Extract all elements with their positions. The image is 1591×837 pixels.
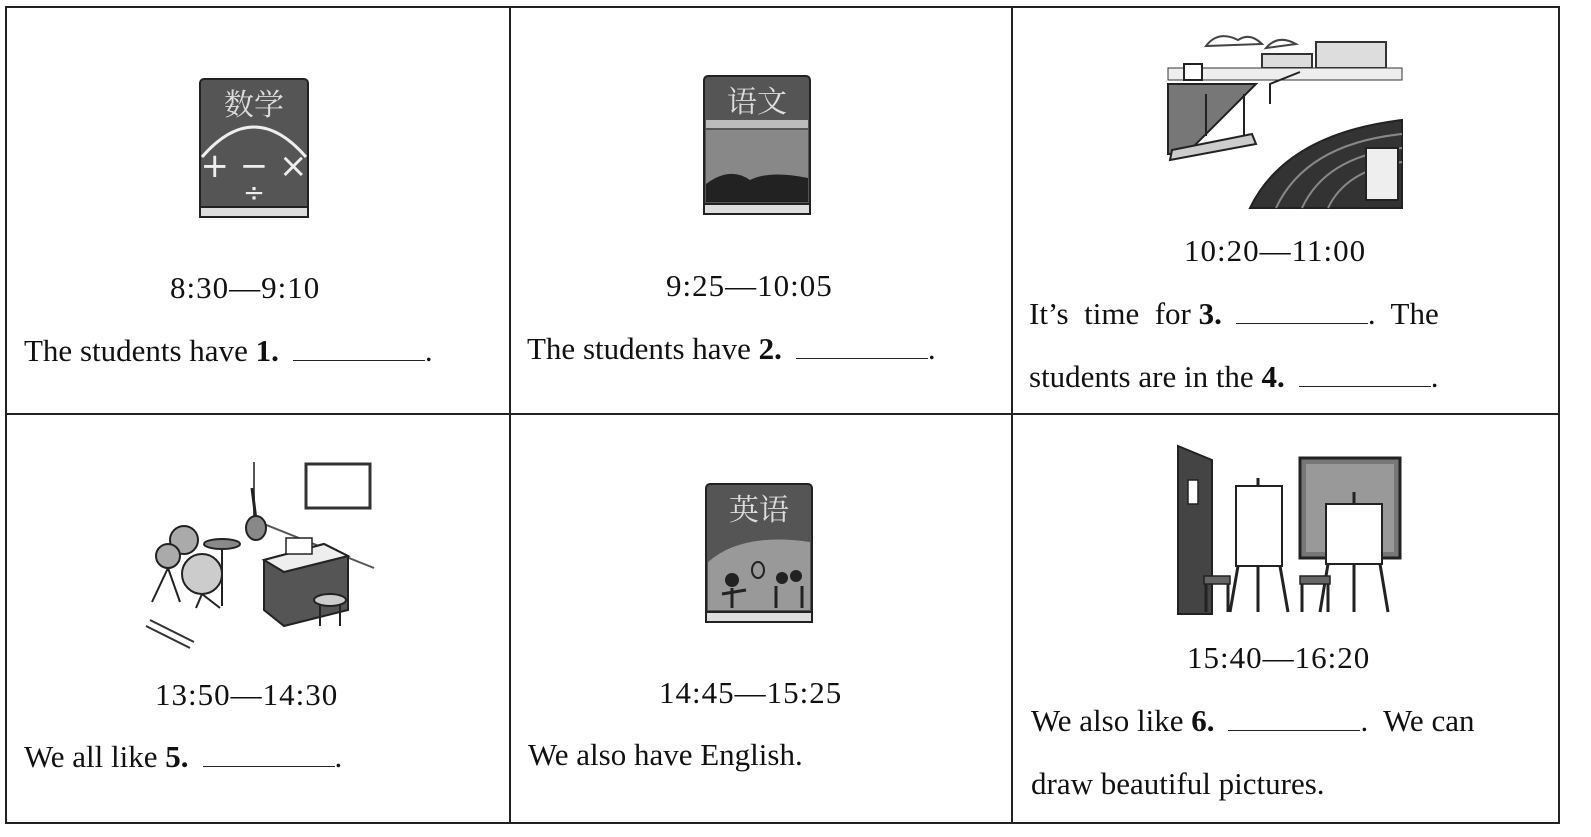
answer-blank[interactable] (796, 332, 928, 359)
time-slot: 9:25—10:05 (666, 268, 833, 303)
answer-blank[interactable] (1228, 704, 1360, 731)
sentence-line-2: draw beautiful pictures. (1031, 766, 1325, 801)
chinese-book-icon (700, 74, 814, 220)
answer-blank[interactable] (203, 740, 335, 767)
sentence: We all like 5. . (24, 739, 343, 774)
math-book-title: 数学 (224, 88, 284, 123)
sentence-line-2: students are in the 4. . (1029, 359, 1439, 394)
answer-blank[interactable] (1299, 360, 1431, 387)
sentence-line-1: We also like 6. . We can (1031, 703, 1475, 738)
sentence: We also have English. (528, 737, 803, 772)
time-slot: 10:20—11:00 (1184, 233, 1367, 268)
row-divider (7, 413, 1558, 415)
playground-image (1166, 24, 1404, 210)
music-room-image (144, 460, 378, 654)
svg-text:+ − ×: + − × (200, 146, 308, 186)
chinese-book-title: 语文 (727, 85, 787, 120)
time-slot: 15:40—16:20 (1187, 640, 1371, 675)
english-book-icon (702, 482, 816, 628)
sentence: The students have 2. . (527, 331, 936, 366)
answer-blank[interactable] (293, 334, 425, 361)
answer-blank[interactable] (1236, 297, 1368, 324)
svg-text:÷: ÷ (243, 178, 265, 208)
sentence: The students have 1. . (24, 333, 433, 368)
art-room-image (1176, 442, 1402, 618)
time-slot: 14:45—15:25 (659, 675, 843, 710)
english-book-title: 英语 (729, 493, 789, 528)
math-book-icon (196, 77, 312, 223)
column-divider (509, 8, 511, 822)
column-divider (1011, 8, 1013, 822)
sentence-line-1: It’s time for 3. . The (1029, 296, 1439, 331)
time-slot: 13:50—14:30 (155, 677, 339, 712)
time-slot: 8:30—9:10 (170, 270, 321, 305)
